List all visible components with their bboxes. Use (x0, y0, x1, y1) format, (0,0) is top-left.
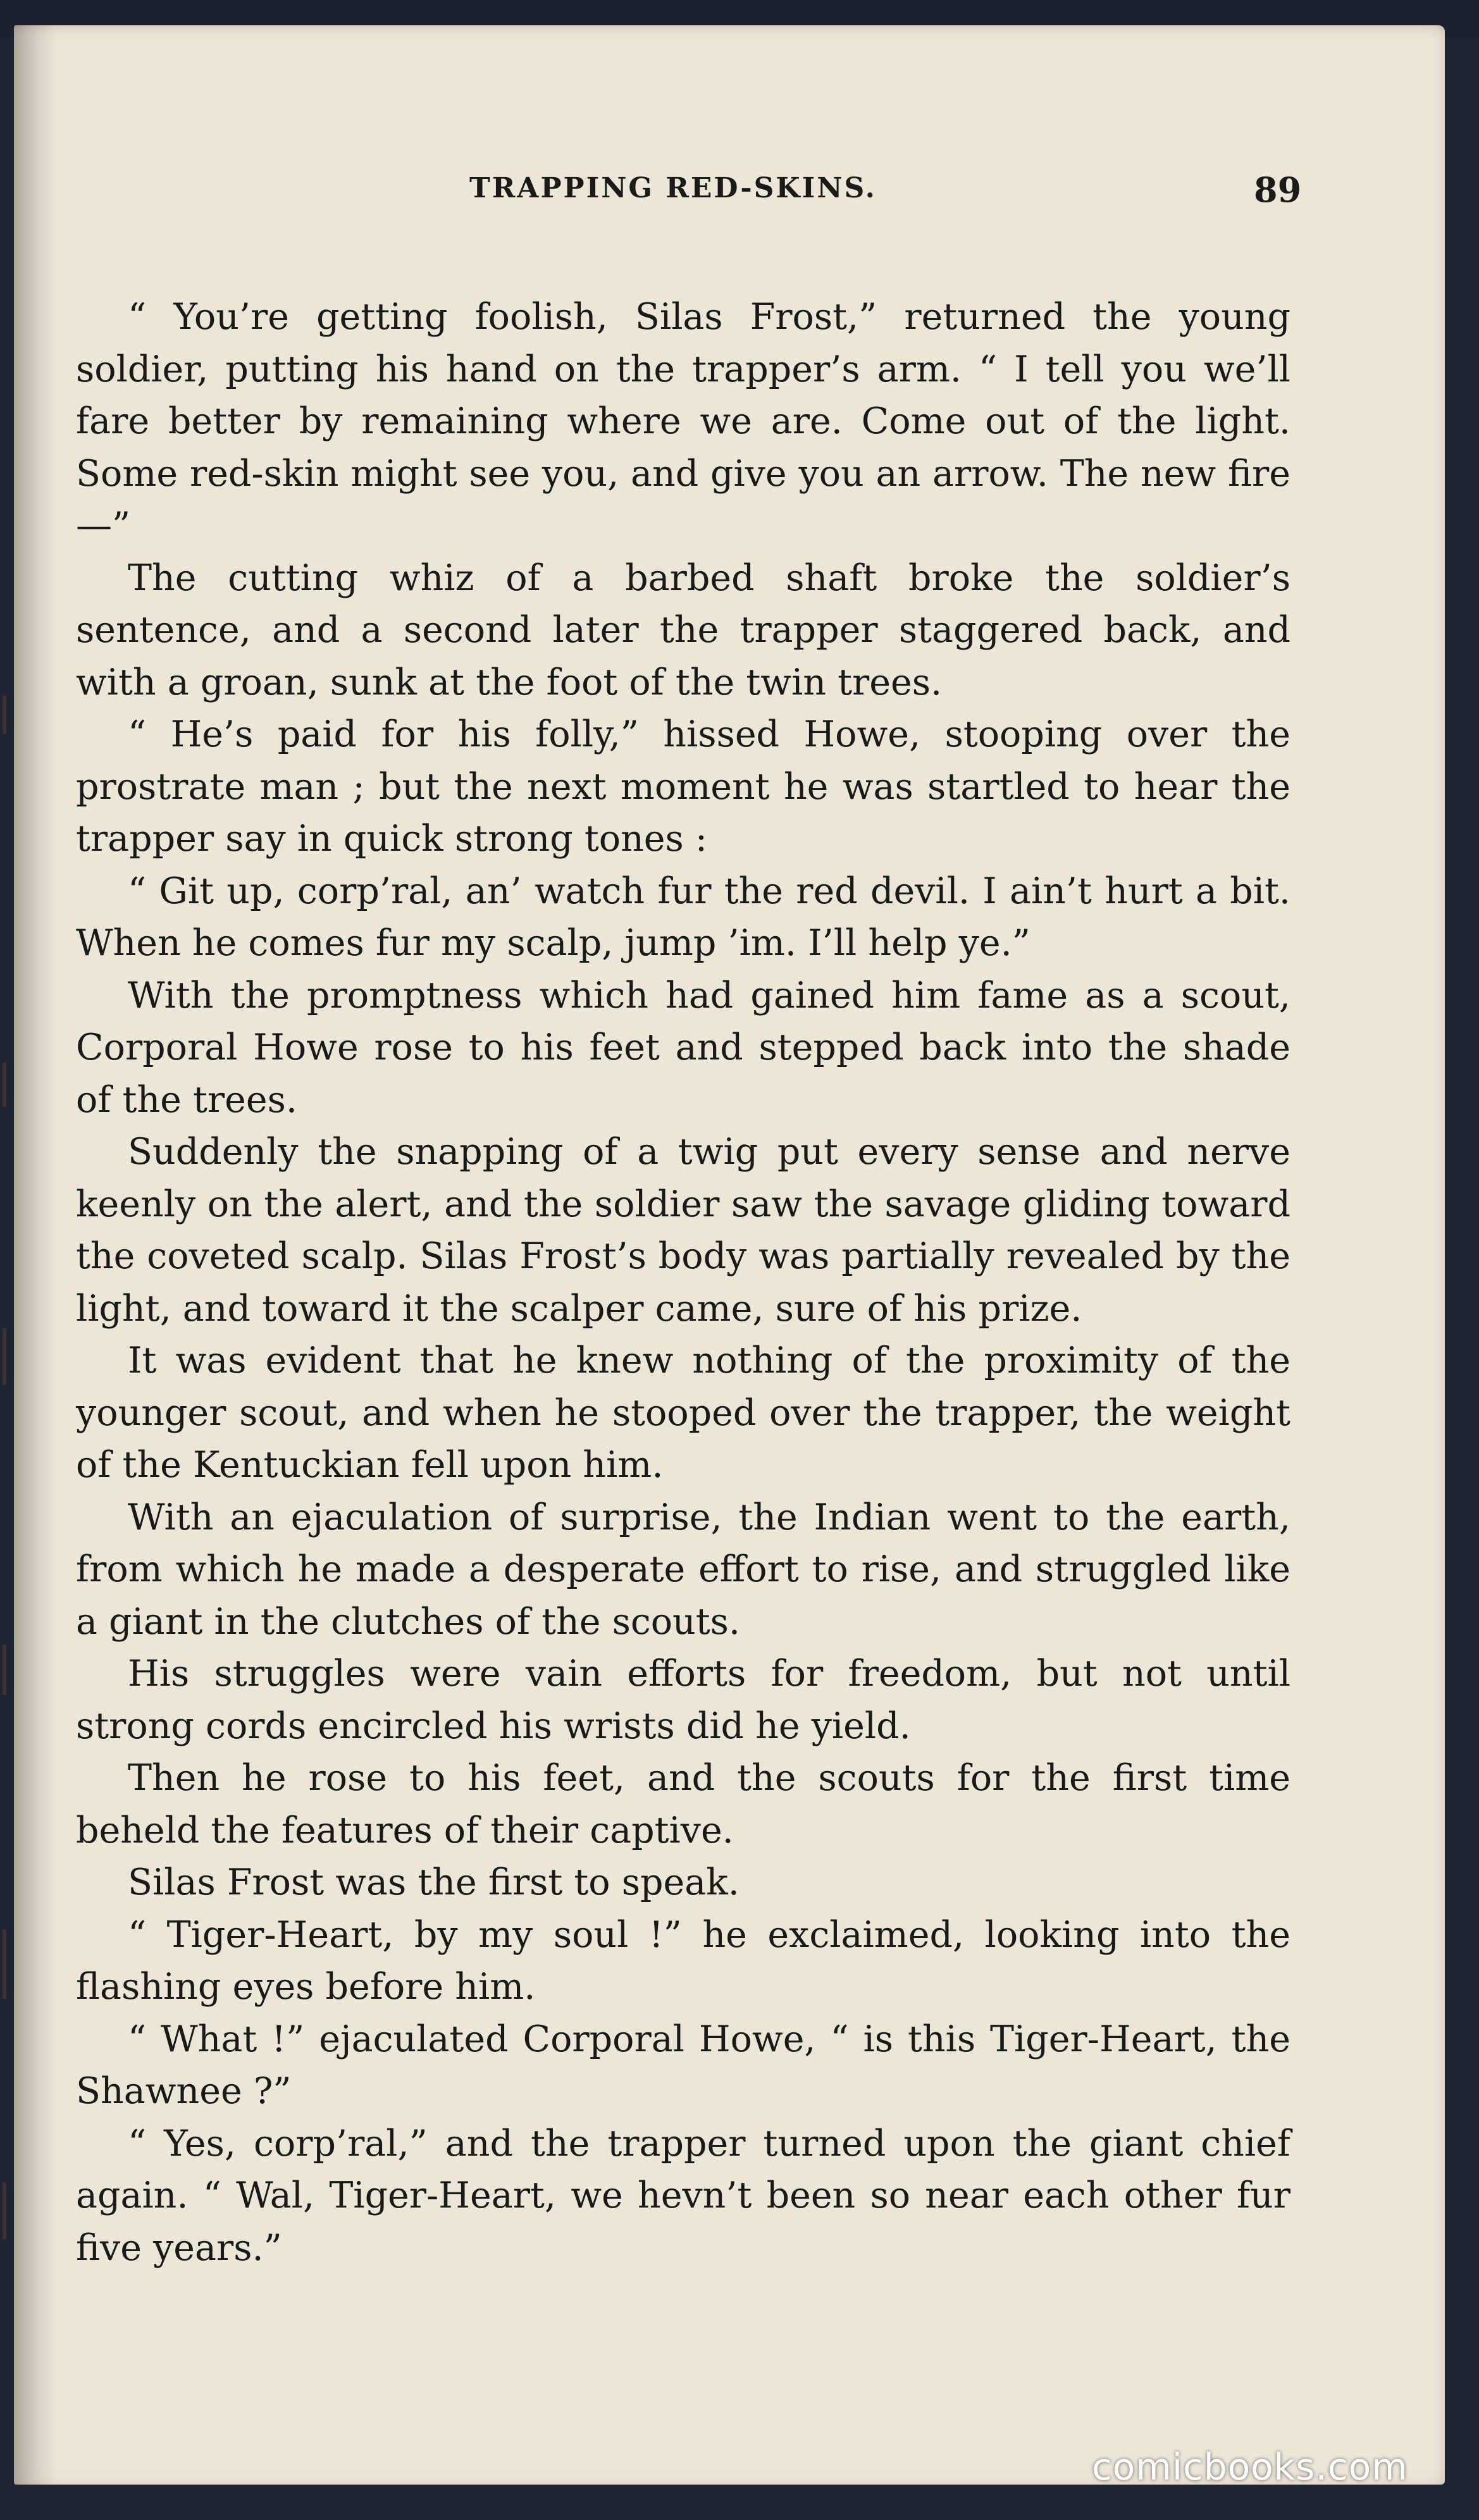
running-title: TRAPPING RED-SKINS. (469, 172, 877, 204)
paragraph: “ Tiger-Heart, by my soul !” he exclaimed, looking into the flashing eyes before him. (76, 1913, 1290, 2008)
paragraph: Silas Frost was the first to speak. (128, 1862, 740, 1903)
paragraph: “ You’re getting foolish, Silas Frost,” returned the young soldier, putting his hand on the trapper’s arm. “ I tell you we’ll fare better by remaining where we are. Come out of the light. Some red-skin might see you, and give you an arrow. The new fire—” (76, 296, 1290, 547)
page-number: 89 (1254, 170, 1302, 210)
paragraph: His struggles were vain efforts for freedom, but not until strong cords encircled his wrists did he yield. (76, 1653, 1290, 1747)
paragraph: With the promptness which had gained him fame as a scout, Corporal Howe rose to his feet and stepped back into the shade of the trees. (76, 974, 1290, 1121)
paragraph: It was evident that he knew nothing of the proximity of the younger scout, and when he stooped over the trapper, the weight of the Kentuckian fell upon him. (76, 1340, 1290, 1486)
body-text (76, 291, 1290, 2274)
paragraph: “ He’s paid for his folly,” hissed Howe, stooping over the prostrate man ; but the next moment he was startled to hear the trapper say in quick strong tones : (76, 713, 1290, 860)
watermark: comicbooks.com (1092, 2445, 1408, 2488)
paragraph: With an ejaculation of surprise, the Indian went to the earth, from which he made a desperate effort to rise, and struggled like a giant in the clutches of the scouts. (76, 1496, 1290, 1643)
paragraph: Then he rose to his feet, and the scouts for the first time beheld the features of their captive. (76, 1757, 1290, 1851)
paragraph: Suddenly the snapping of a twig put every sense and nerve keenly on the alert, and the soldier saw the savage gliding toward the coveted scalp. Silas Frost’s body was partially revealed by the light, and toward it the scalper came, sure of his prize. (76, 1131, 1290, 1330)
page-gutter-shadow (14, 25, 58, 2485)
paragraph: “ What !” ejaculated Corporal Howe, “ is this Tiger-Heart, the Shawnee ?” (76, 2018, 1290, 2112)
paragraph: The cutting whiz of a barbed shaft broke the soldier’s sentence, and a second later the trapper staggered back, and with a groan, sunk at the foot of the twin trees. (76, 557, 1290, 703)
paragraph: “ Git up, corp’ral, an’ watch fur the red devil. I ain’t hurt a bit. When he comes fur my scalp, jump ’im. I’ll help ye.” (76, 870, 1290, 964)
running-head (14, 172, 1445, 223)
book-page (14, 25, 1445, 2485)
binding-edge (0, 696, 14, 2340)
paragraph: “ Yes, corp’ral,” and the trapper turned upon the giant chief again. “ Wal, Tiger-Heart, we hevn’t been so near each other fur five years.” (76, 2122, 1290, 2269)
